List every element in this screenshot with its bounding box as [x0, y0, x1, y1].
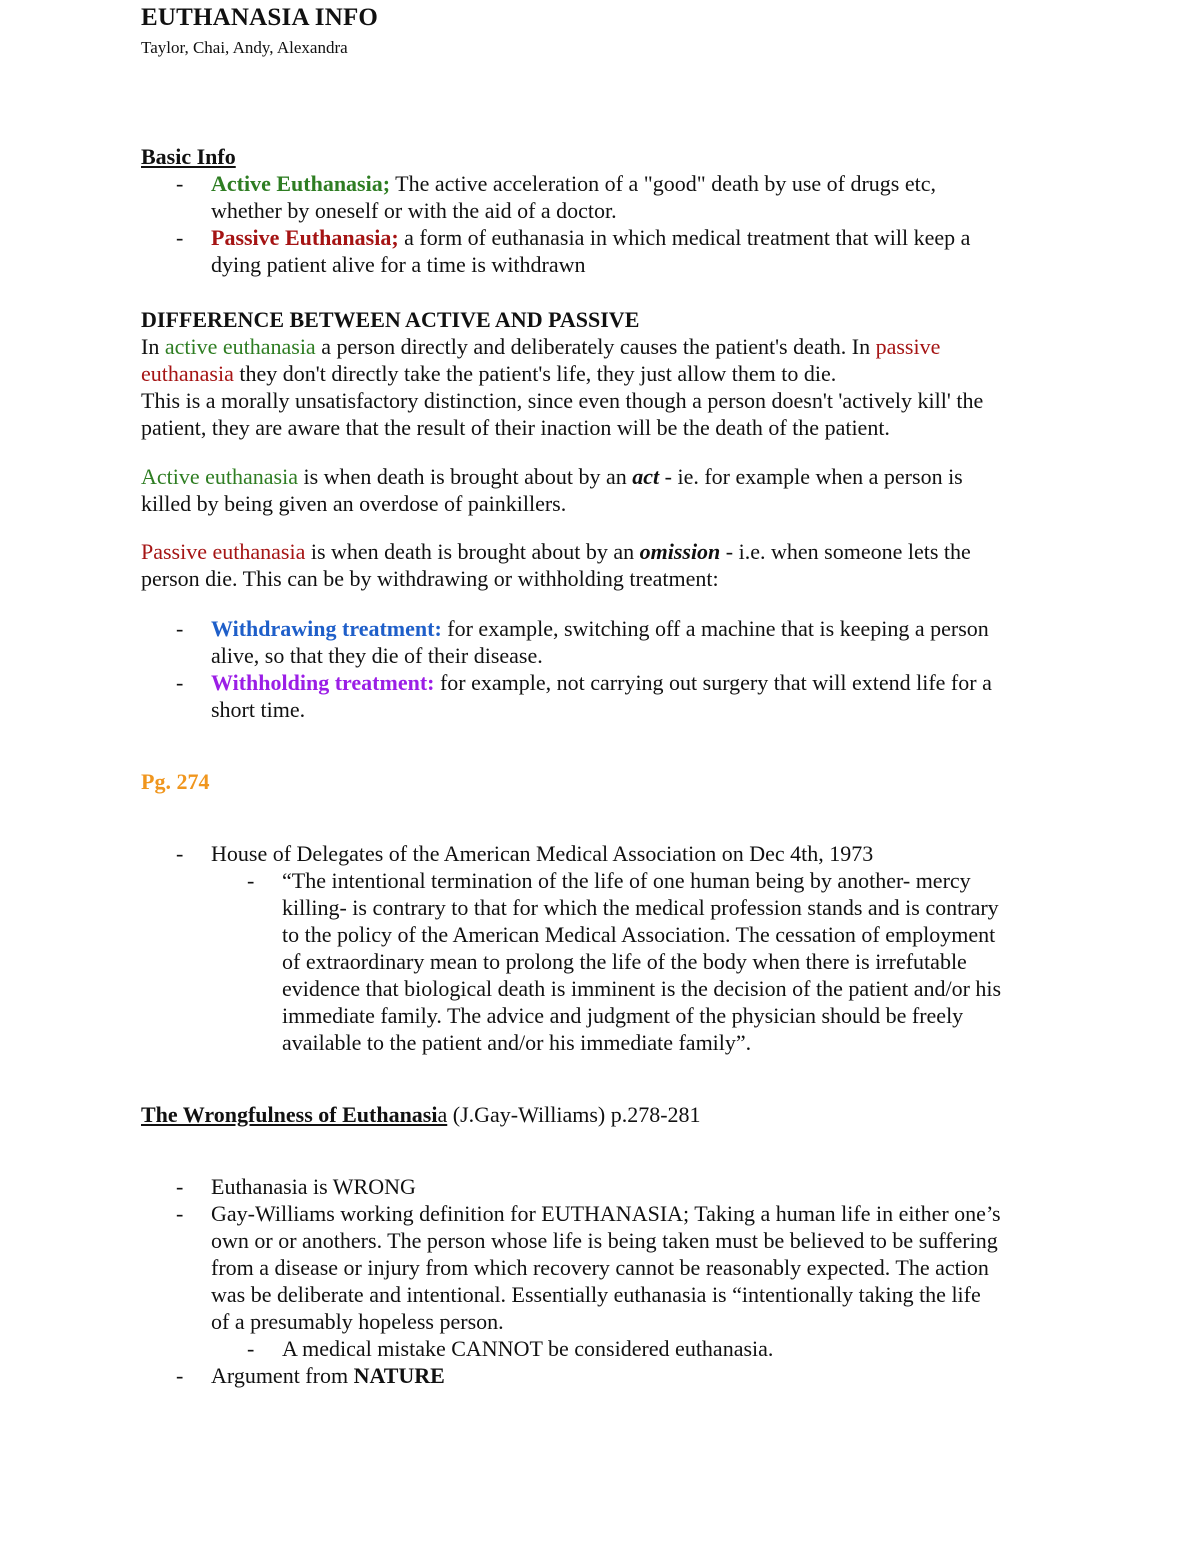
ama-quote-line: “The intentional termination of the life of one human being by another- mercy [282, 868, 971, 893]
difference-line-4: patient, they are aware that the result of their inaction will be the death of the patient. [141, 415, 890, 440]
text-span: for example, not carrying out surgery that will extend life for a [434, 670, 992, 695]
definition-line: of a presumably hopeless person. [211, 1309, 504, 1334]
bullet-dash: - [176, 670, 184, 695]
wrongfulness-heading [141, 1101, 701, 1128]
ama-quote-line: available to the patient and/or his immediate family”. [282, 1030, 752, 1055]
text-span: a person directly and deliberately causes the patient's death. In [315, 334, 876, 359]
withholding-line-2: short time. [211, 697, 306, 722]
bullet-dash: - [176, 616, 184, 641]
sub-bullet-dash: - [247, 868, 255, 893]
active-definition-line-1 [211, 170, 936, 197]
active-euthanasia-term: Active Euthanasia; [211, 171, 391, 196]
active-euthanasia-highlight: Active euthanasia [141, 464, 298, 489]
ama-quote-line: immediate family. The advice and judgment of the physician should be freely [282, 1003, 964, 1028]
withholding-line-1 [211, 669, 992, 696]
text-span: - i.e. when someone lets the [720, 539, 971, 564]
bullet-dash: - [176, 1174, 184, 1199]
active-definition-text: The active acceleration of a "good" death by use of drugs etc, [390, 171, 937, 196]
withdrawing-line-2: alive, so that they die of their disease. [211, 643, 543, 668]
page-reference-heading: Pg. 274 [141, 769, 210, 794]
passive-definition-text: a form of euthanasia in which medical treatment that will keep a [398, 225, 971, 250]
medical-mistake-item: A medical mistake CANNOT be considered euthanasia. [282, 1336, 774, 1361]
nature-emphasis: NATURE [353, 1363, 445, 1388]
withholding-treatment-term: Withholding treatment: [211, 670, 435, 695]
text-span: is when death is brought about by an [305, 539, 640, 564]
difference-line-3: This is a morally unsatisfactory distinction, since even though a person doesn't 'actively kill' the [141, 388, 984, 413]
text-span: Argument from [211, 1363, 354, 1388]
euthanasia-highlight: euthanasia [141, 361, 234, 386]
bullet-dash: - [176, 1363, 184, 1388]
omission-emphasis: omission [639, 539, 721, 564]
difference-line-1 [141, 333, 940, 360]
document-title: EUTHANASIA INFO [141, 4, 379, 31]
definition-line: Gay-Williams working definition for EUTHANASIA; Taking a human life in either one’s [211, 1201, 1001, 1226]
text-span: is when death is brought about by an [298, 464, 633, 489]
passive-definition-line-1 [211, 224, 970, 251]
active-euthanasia-highlight: active euthanasia [164, 334, 316, 359]
text-span: for example, switching off a machine that is keeping a person [441, 616, 989, 641]
bullet-dash: - [176, 225, 184, 250]
definition-line: was be deliberate and intentional. Essentially euthanasia is “intentionally taking the life [211, 1282, 981, 1307]
ama-delegates-item: House of Delegates of the American Medical Association on Dec 4th, 1973 [211, 841, 874, 866]
text-span: they don't directly take the patient's life, they just allow them to die. [233, 361, 837, 386]
wrongfulness-title: The Wrongfulness of Euthanasi [141, 1102, 438, 1127]
euthanasia-wrong-item: Euthanasia is WRONG [211, 1174, 416, 1199]
difference-heading: DIFFERENCE BETWEEN ACTIVE AND PASSIVE [141, 307, 640, 332]
bullet-dash: - [176, 1201, 184, 1226]
definition-line: from a disease or injury from which recovery cannot be reasonably expected. The action [211, 1255, 989, 1280]
bullet-dash: - [176, 171, 184, 196]
withdrawing-line-1 [211, 615, 989, 642]
wrongfulness-title-tail: a [437, 1102, 448, 1127]
basic-info-heading: Basic Info [141, 144, 236, 169]
sub-bullet-dash: - [247, 1336, 255, 1361]
withdrawing-treatment-term: Withdrawing treatment: [211, 616, 442, 641]
text-span: In [141, 334, 165, 359]
passive-omission-line-1 [141, 538, 971, 565]
passive-euthanasia-highlight: Passive euthanasia [141, 539, 306, 564]
active-definition-line-2: whether by oneself or with the aid of a doctor. [211, 198, 617, 223]
ama-quote-line: evidence that biological death is imminent is the decision of the patient and/or his [282, 976, 1002, 1001]
bullet-dash: - [176, 841, 184, 866]
definition-line: own or or anothers. The person whose life is being taken must be believed to be suffering [211, 1228, 998, 1253]
argument-nature-item [211, 1362, 445, 1389]
passive-highlight: passive [875, 334, 941, 359]
passive-omission-line-2: person die. This can be by withdrawing or withholding treatment: [141, 566, 719, 591]
wrongfulness-reference: (J.Gay-Williams) p.278-281 [447, 1102, 701, 1127]
active-act-line-2: killed by being given an overdose of painkillers. [141, 491, 567, 516]
authors-line: Taylor, Chai, Andy, Alexandra [141, 38, 348, 57]
ama-quote-line: to the policy of the American Medical Association. The cessation of employment [282, 922, 996, 947]
passive-euthanasia-term: Passive Euthanasia; [211, 225, 399, 250]
difference-line-2 [141, 360, 836, 387]
ama-quote-line: of extraordinary mean to prolong the life of the body when there is irrefutable [282, 949, 967, 974]
text-span: - ie. for example when a person is [659, 464, 963, 489]
act-emphasis: act [632, 464, 660, 489]
passive-definition-line-2: dying patient alive for a time is withdrawn [211, 252, 586, 277]
active-act-line-1 [141, 463, 963, 490]
ama-quote-line: killing- is contrary to that for which the medical profession stands and is contrary [282, 895, 999, 920]
